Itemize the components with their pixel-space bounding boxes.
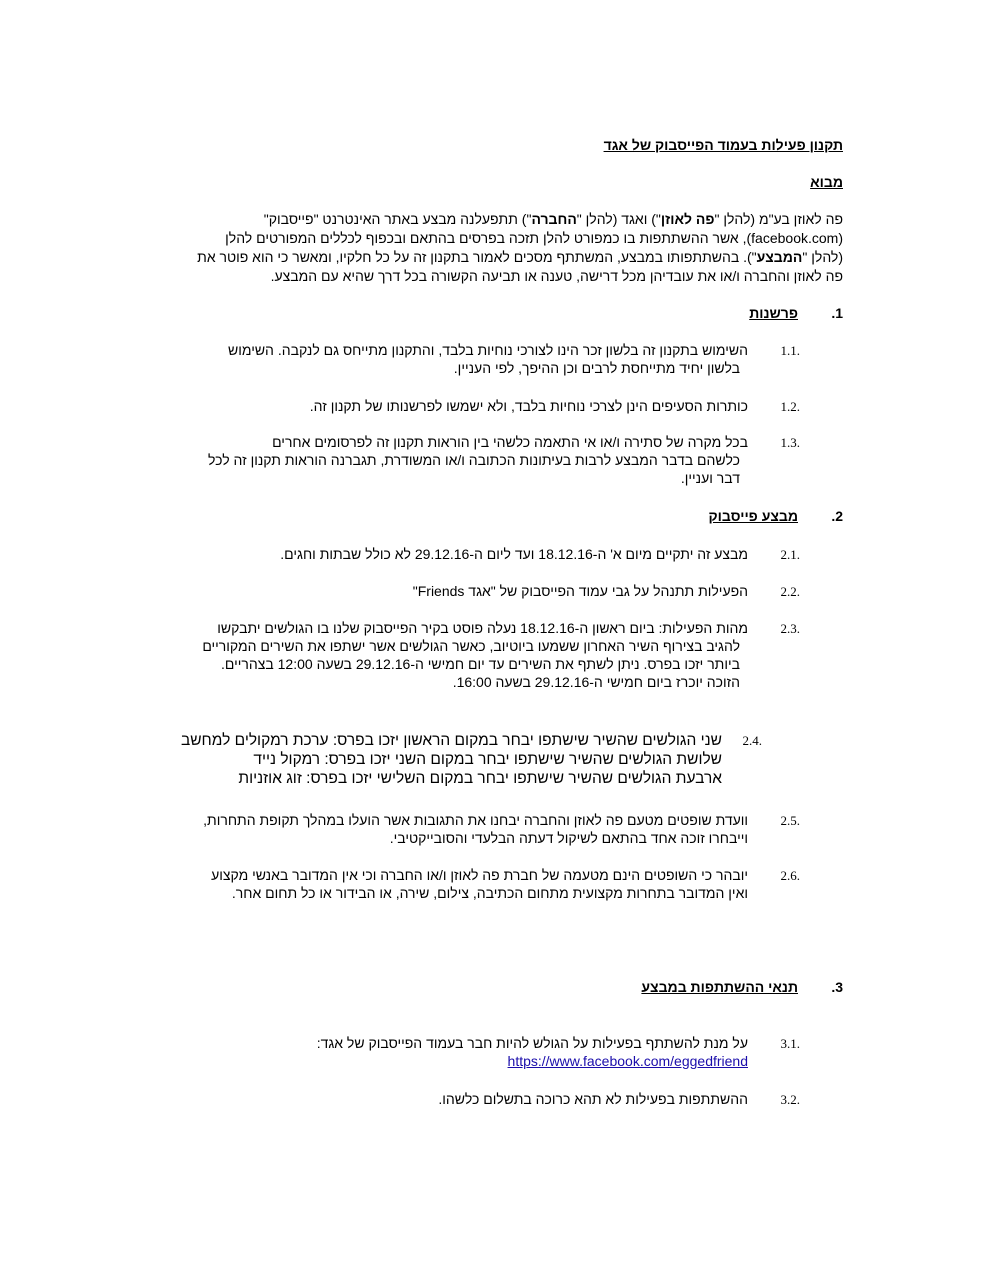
clause-item [140,397,800,415]
intro-heading: מבוא [810,174,843,190]
clause-line: יובהר כי השופטים הינם מטעמה של חברת פה לאוזן ו/או החברה וכי אין המדובר באנשי מקצוע [211,867,748,883]
bold-term: החברה [531,211,577,227]
clause-item [140,545,800,563]
clause-line: הפעילות תתנהל על גבי עמוד הפייסבוק של "אגד Friends" [412,583,748,599]
clause-number: 2.3. [780,621,800,636]
facebook-page-link[interactable]: https://www.facebook.com/eggedfriend [507,1053,748,1069]
clause-line: כלשהם בדבר המבצע לרבות בעיתונות הכתובה ו/או המשודרת, תגברנה הוראות תקנון זה לכל [208,452,740,468]
clause-line: ביותר יזכו בפרס. ניתן לשתף את השירים עד יום חמישי ה-29.12.16 בשעה 12:00 בצהריים. [221,656,740,672]
clause-line: בכל מקרה של סתירה ו/או אי התאמה כלשהי בין הוראות תקנון זה לפרסומים אחרים [272,434,748,450]
clause-line: דבר ועניין. [680,470,740,486]
section-title: פרשנות [749,305,798,321]
clause-line: ואין המדובר בתחרות מקצועית מתחום הכתיבה, צילום, שירה, או הבידור או כל תחום אחר. [231,885,748,901]
clause-number: 2.6. [780,868,800,883]
prize-line: שלושת הגולשים שהשיר שישתפו יבחר במקום השני יזכו בפרס: רמקול נייד [253,751,722,768]
section-title: תנאי ההשתתפות במבצע [641,979,798,995]
clause-item [140,1034,800,1070]
clause-number: 3.1. [780,1036,800,1051]
clause-number: 2.1. [780,547,800,562]
clause-line: הזוכה יוכרז ביום חמישי ה-29.12.16 בשעה 16:00. [452,674,740,690]
section-number: 1. [831,305,843,321]
clause-line: על מנת להשתתף בפעילות על הגולש להיות חבר בעמוד הפייסבוק של אגד: [316,1035,748,1051]
clause-line: כותרות הסעיפים הינן לצרכי נוחיות בלבד, ולא ישמשו לפרשנותו של תקנון זה. [309,398,748,414]
clause-item [140,619,800,691]
clause-number: 2.2. [780,584,800,599]
bold-term: פה לאוזן [660,211,715,227]
clause-line: וייבחרו זוכה אחד בהתאם לשיקול דעתה הבלעדי והסובייקטיבי. [389,830,748,846]
clause-number: 2.5. [780,813,800,828]
clause-number: 1.3. [780,435,800,450]
prize-line: שני הגולשים שהשיר שישתפו יבחר במקום הראשון יזכו בפרס: ערכת רמקולים למחשב [180,732,722,749]
intro-line: פה לאוזן והחברה ו/או את עובדיהן מכל דרישה, טענה או תביעה הקשורה בכל דרך שהיא עם המבצע. [270,268,843,284]
intro-paragraph [143,210,843,286]
clause-item [140,433,800,487]
clause-number: 1.2. [780,399,800,414]
clause-item [140,341,800,377]
section-heading [143,979,843,999]
clause-line: להגיב בצירוף השיר האחרון ששמעו ביוטיוב, כאשר הגולשים אשר ישתפו את השירים המקוריים [202,638,740,654]
bold-term: המבצע [756,249,803,265]
clause-item [140,1090,800,1108]
document-title: תקנון פעילות בעמוד הפייסבוק של אגד [603,137,843,153]
clause-item-prizes [102,731,762,788]
clause-line: ההשתתפות בפעילות לא תהא כרוכה בתשלום כלשהו. [438,1091,748,1107]
clause-number: 2.4. [742,733,762,748]
prize-line: ארבעת הגולשים שהשיר שישתפו יבחר במקום השלישי יזכו בפרס: זוג אוזניות [238,770,722,787]
clause-line: מהות הפעילות: ביום ראשון ה-18.12.16 נעלה פוסט בקיר הפייסבוק שלנו בו הגולשים יתבקשו [217,620,748,636]
clause-line: השימוש בתקנון זה בלשון זכר הינו לצורכי נוחיות בלבד, והתקנון מתייחס גם לנקבה. השימוש [228,342,748,358]
section-title: מבצע פייסבוק [708,508,798,524]
clause-line: מבצע זה יתקיים מיום א' ה-18.12.16 ועד ליום ה-29.12.16 לא כולל שבתות וחגים. [280,546,748,562]
clause-number: 3.2. [780,1092,800,1107]
section-heading [143,508,843,528]
clause-item [140,582,800,600]
intro-line: פה לאוזן בע"מ (להלן "פה לאוזן") ואגד (להלן "החברה") תתפעלנה מבצע באתר האינטרנט "פייסבוק" [263,211,843,227]
clause-item [140,811,800,847]
clause-number: 1.1. [780,343,800,358]
intro-line: (להלן "המבצע"). בהשתתפותו במבצע, המשתתף מסכים לאמור בתקנון זה על כל חלקיו, ומאשר כי הוא פוטר את [197,249,843,265]
section-heading [143,305,843,325]
clause-line: וועדת שופטים מטעם פה לאוזן והחברה יבחנו את התגובות אשר הועלו במהלך תקופת התחרות, [203,812,748,828]
intro-line: (facebook.com), אשר ההשתתפות בו כמפורט להלן תזכה בפרסים בהתאם ובכפוף לכללים המפורטים להלן [225,230,843,246]
section-number: 2. [831,508,843,524]
clause-line: בלשון יחיד מתייחסת לרבים וכן ההיפך, לפי העניין. [453,360,740,376]
clause-item [140,866,800,902]
section-number: 3. [831,979,843,995]
